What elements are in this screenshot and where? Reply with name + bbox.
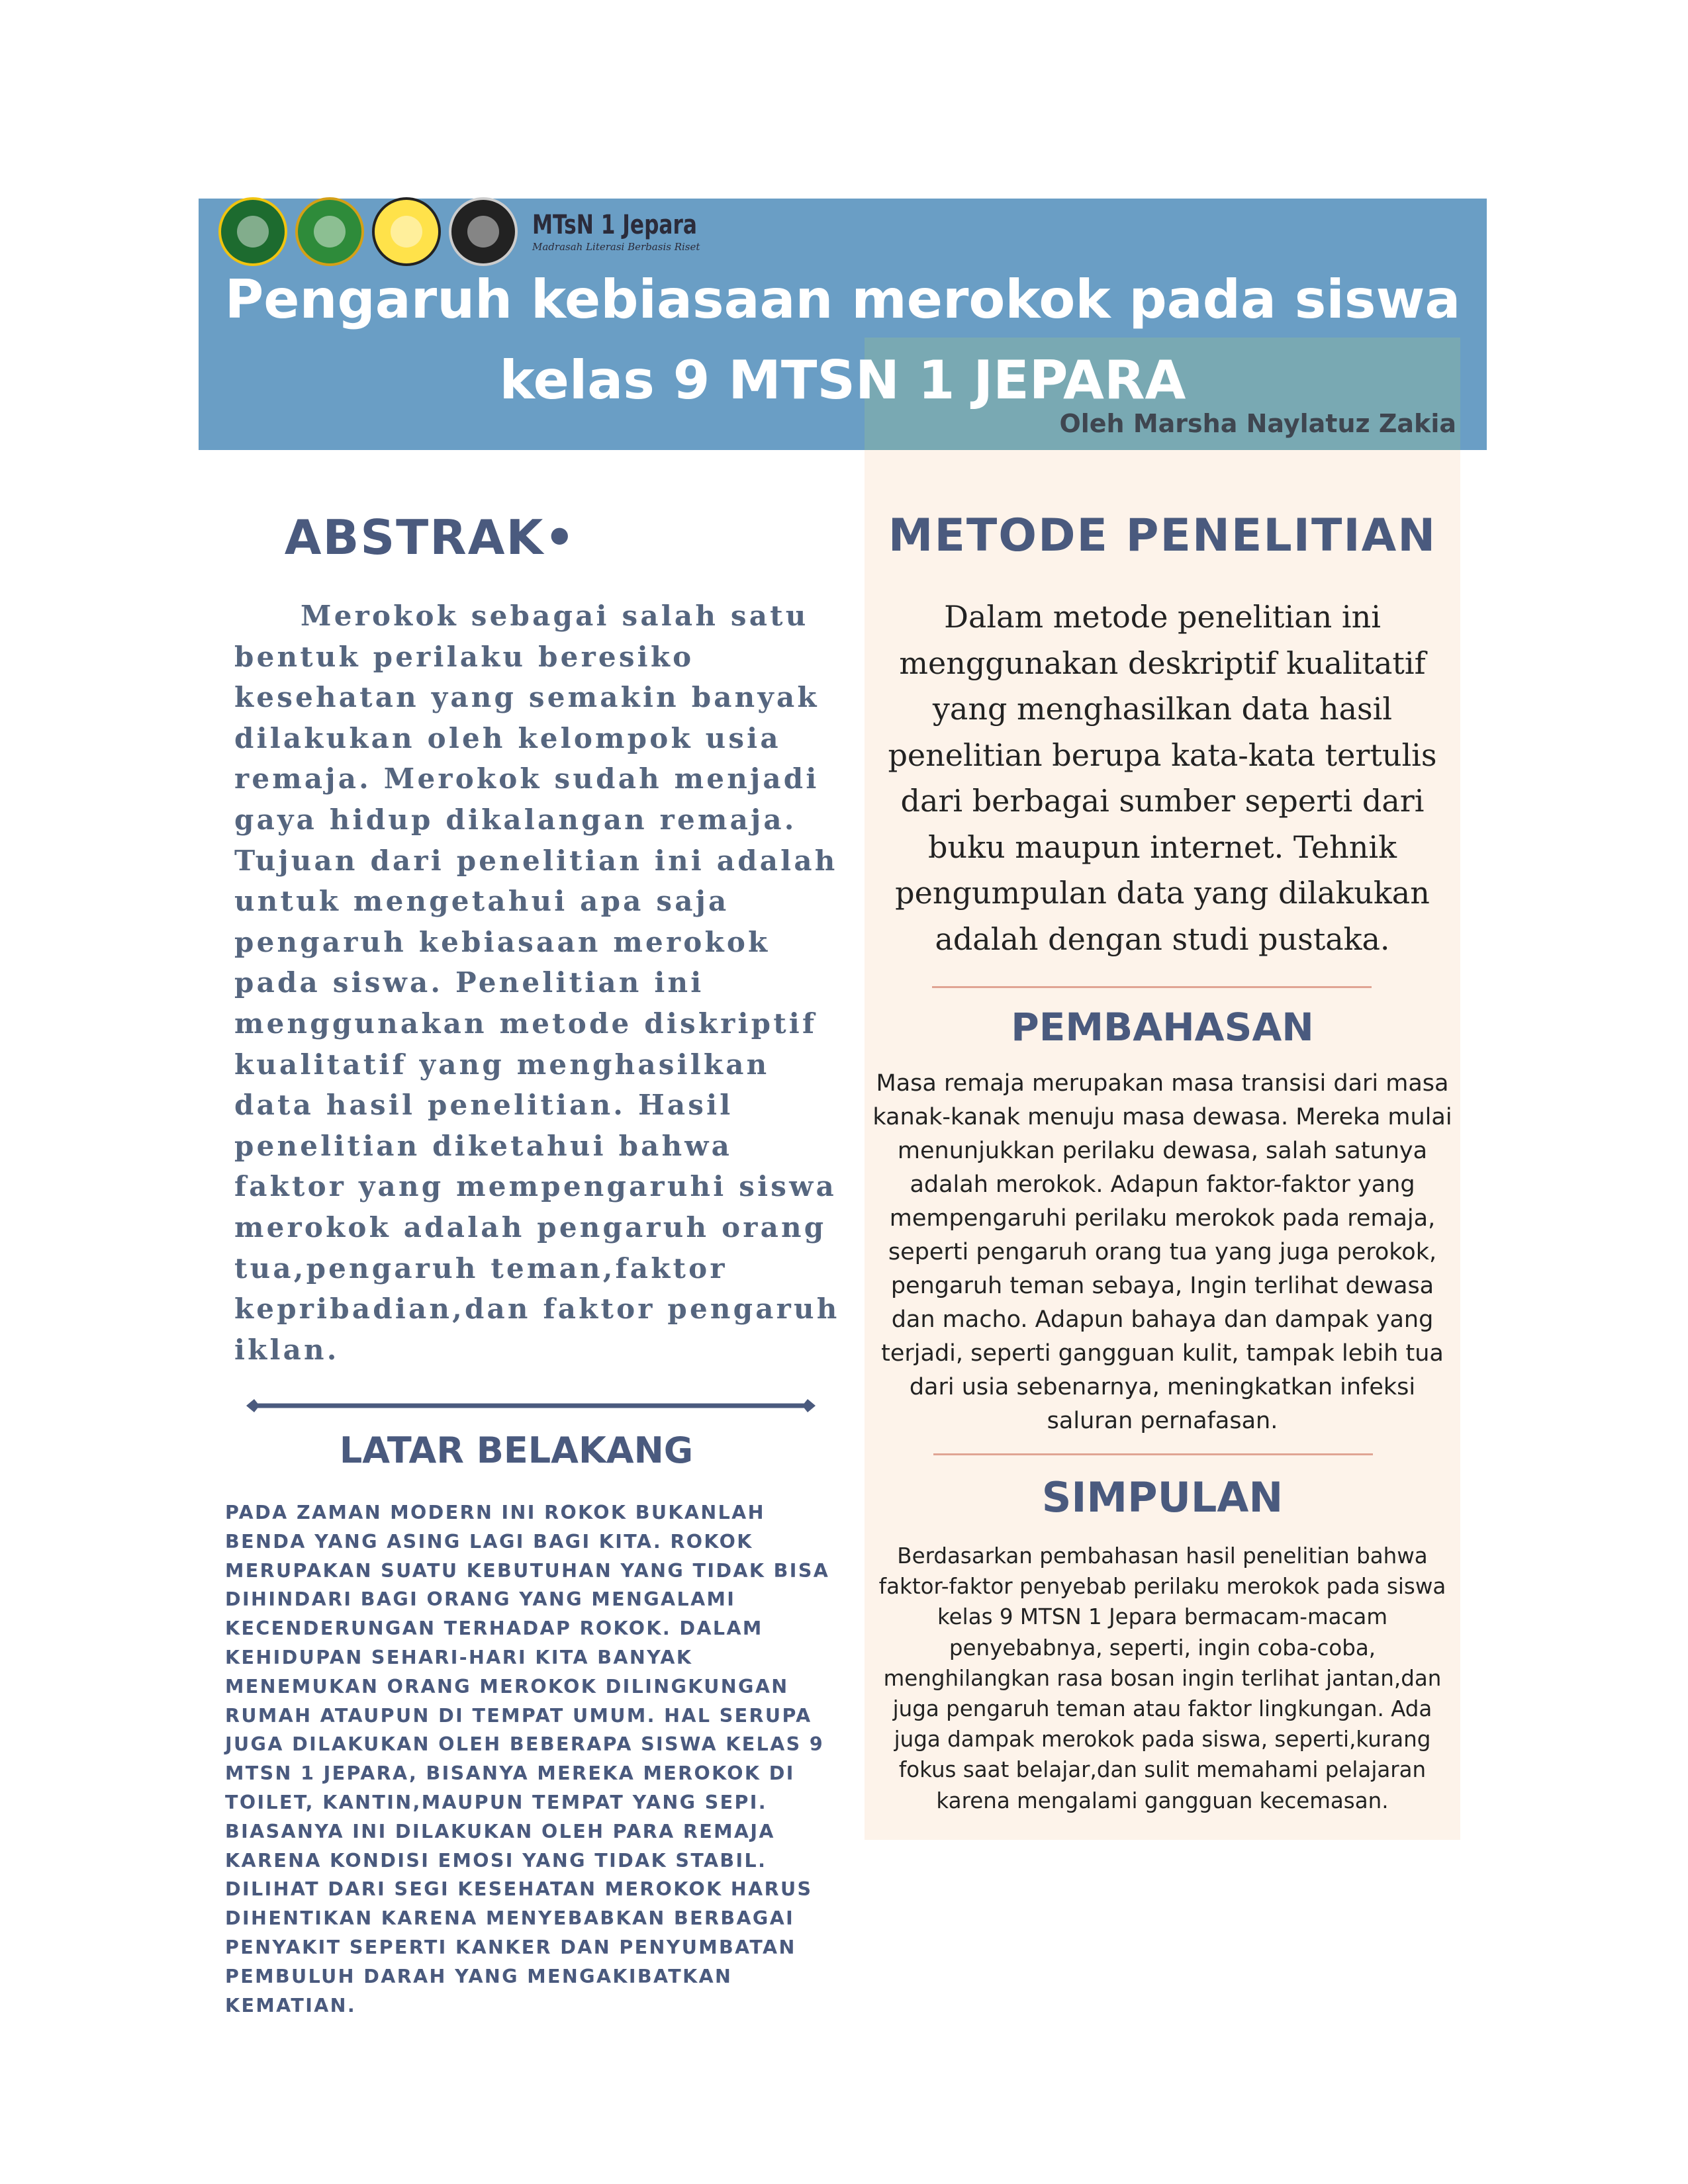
simpulan-body: Berdasarkan pembahasan hasil penelitian bahwa faktor-faktor penyebab perilaku merokok pada siswa kelas 9 MTSN 1 Jepara bermacam-macam penyebabnya, seperti, ingin coba-coba, menghilangkan rasa bosan ingin terlihat jantan,dan juga pengaruh teman atau faktor lingkungan. Ada juga dampak merokok pada siswa, seperti,kurang fokus saat belajar,dan sulit memahami pelajaran karena mengalami gangguan kecemasan.	[878, 1543, 1446, 1813]
author-byline: Oleh Marsha Naylatuz Zakia	[1059, 409, 1456, 438]
simpulan-heading: SIMPULAN	[1041, 1473, 1284, 1522]
section-divider	[246, 1399, 816, 1412]
pembahasan-heading: PEMBAHASAN	[1011, 1005, 1314, 1050]
abstract-heading: ABSTRAK•	[284, 510, 577, 565]
logo-strip	[218, 199, 743, 265]
mini-riset-logo	[372, 197, 441, 266]
section-rule	[933, 1453, 1373, 1455]
brand-block	[532, 209, 743, 253]
pembahasan-body: Masa remaja merupakan masa transisi dari masa kanak-kanak menuju masa dewasa. Mereka mulai menunjukkan perilaku dewasa, salah satunya adalah merokok. Adapun faktor-faktor yang mempengaruhi perilaku merokok pada remaja, seperti pengaruh orang tua yang juga perokok, pengaruh teman sebaya, Ingin terlihat dewasa dan macho. Adapun bahaya dan dampak yang terjadi, seperti gangguan kulit, tampak lebih tua dari usia sebenarnya, meningkatkan infeksi saluran pernafasan.	[872, 1070, 1452, 1434]
brand-name: MTsN 1 Jepara	[532, 209, 697, 240]
metode-heading: METODE PENELITIAN	[888, 510, 1437, 562]
brand-tagline: Madrasah Literasi Berbasis Riset	[532, 240, 700, 253]
section-rule	[932, 986, 1372, 988]
metode-body: Dalam metode penelitian ini menggunakan deskriptif kualitatif yang menghasilkan data hasil penelitian berupa kata-kata tertulis dari berbagai sumber seperti dari buku maupun internet. Tehnik pengumpulan data yang dilakukan adalah dengan studi pustaka.	[888, 599, 1437, 957]
page-title: Pengaruh kebiasaan merokok pada siswa kelas 9 MTSN 1 JEPARA	[224, 269, 1461, 411]
kemenag-logo	[218, 197, 287, 266]
adiwiyata-logo	[295, 197, 364, 266]
school-logo	[449, 197, 518, 266]
latar-belakang-heading: LATAR BELAKANG	[339, 1430, 694, 1471]
latar-belakang-body: PADA ZAMAN MODERN INI ROKOK BUKANLAH BENDA YANG ASING LAGI BAGI KITA. ROKOK MERUPAKAN SUATU KEBUTUHAN YANG TIDAK BISA DIHINDARI BAGI ORANG YANG MENGALAMI KECENDERUNGAN TERHADAP ROKOK. DALAM KEHIDUPAN SEHARI-HARI KITA BANYAK MENEMUKAN ORANG MEROKOK DILINGKUNGAN RUMAH ATAUPUN DI TEMPAT UMUM. HAL SERUPA JUGA DILAKUKAN OLEH BEBERAPA SISWA KELAS 9 MTSN 1 JEPARA, BISANYA MEREKA MEROKOK DI TOILET, KANTIN,MAUPUN TEMPAT YANG SEPI. BIASANYA INI DILAKUKAN OLEH PARA REMAJA KARENA KONDISI EMOSI YANG TIDAK STABIL. DILIHAT DARI SEGI KESEHATAN MEROKOK HARUS DIHENTIKAN KARENA MENYEBABKAN BERBAGAI PENYAKIT SEPERTI KANKER DAN PENYUMBATAN PEMBULUH DARAH YANG MENGAKIBATKAN KEMATIAN.	[225, 1502, 830, 2017]
abstract-body: Merokok sebagai salah satu bentuk perilaku beresiko kesehatan yang semakin banyak dilakukan oleh kelompok usia remaja. Merokok sudah menjadi gaya hidup dikalangan remaja. Tujuan dari penelitian ini adalah untuk mengetahui apa saja pengaruh kebiasaan merokok pada siswa. Penelitian ini menggunakan metode diskriptif kualitatif yang menghasilkan data hasil penelitian. Hasil penelitian diketahui bahwa faktor yang mempengaruhi siswa merokok adalah pengaruh orang tua,pengaruh teman,faktor kepribadian,dan faktor pengaruh iklan.	[234, 600, 840, 1366]
